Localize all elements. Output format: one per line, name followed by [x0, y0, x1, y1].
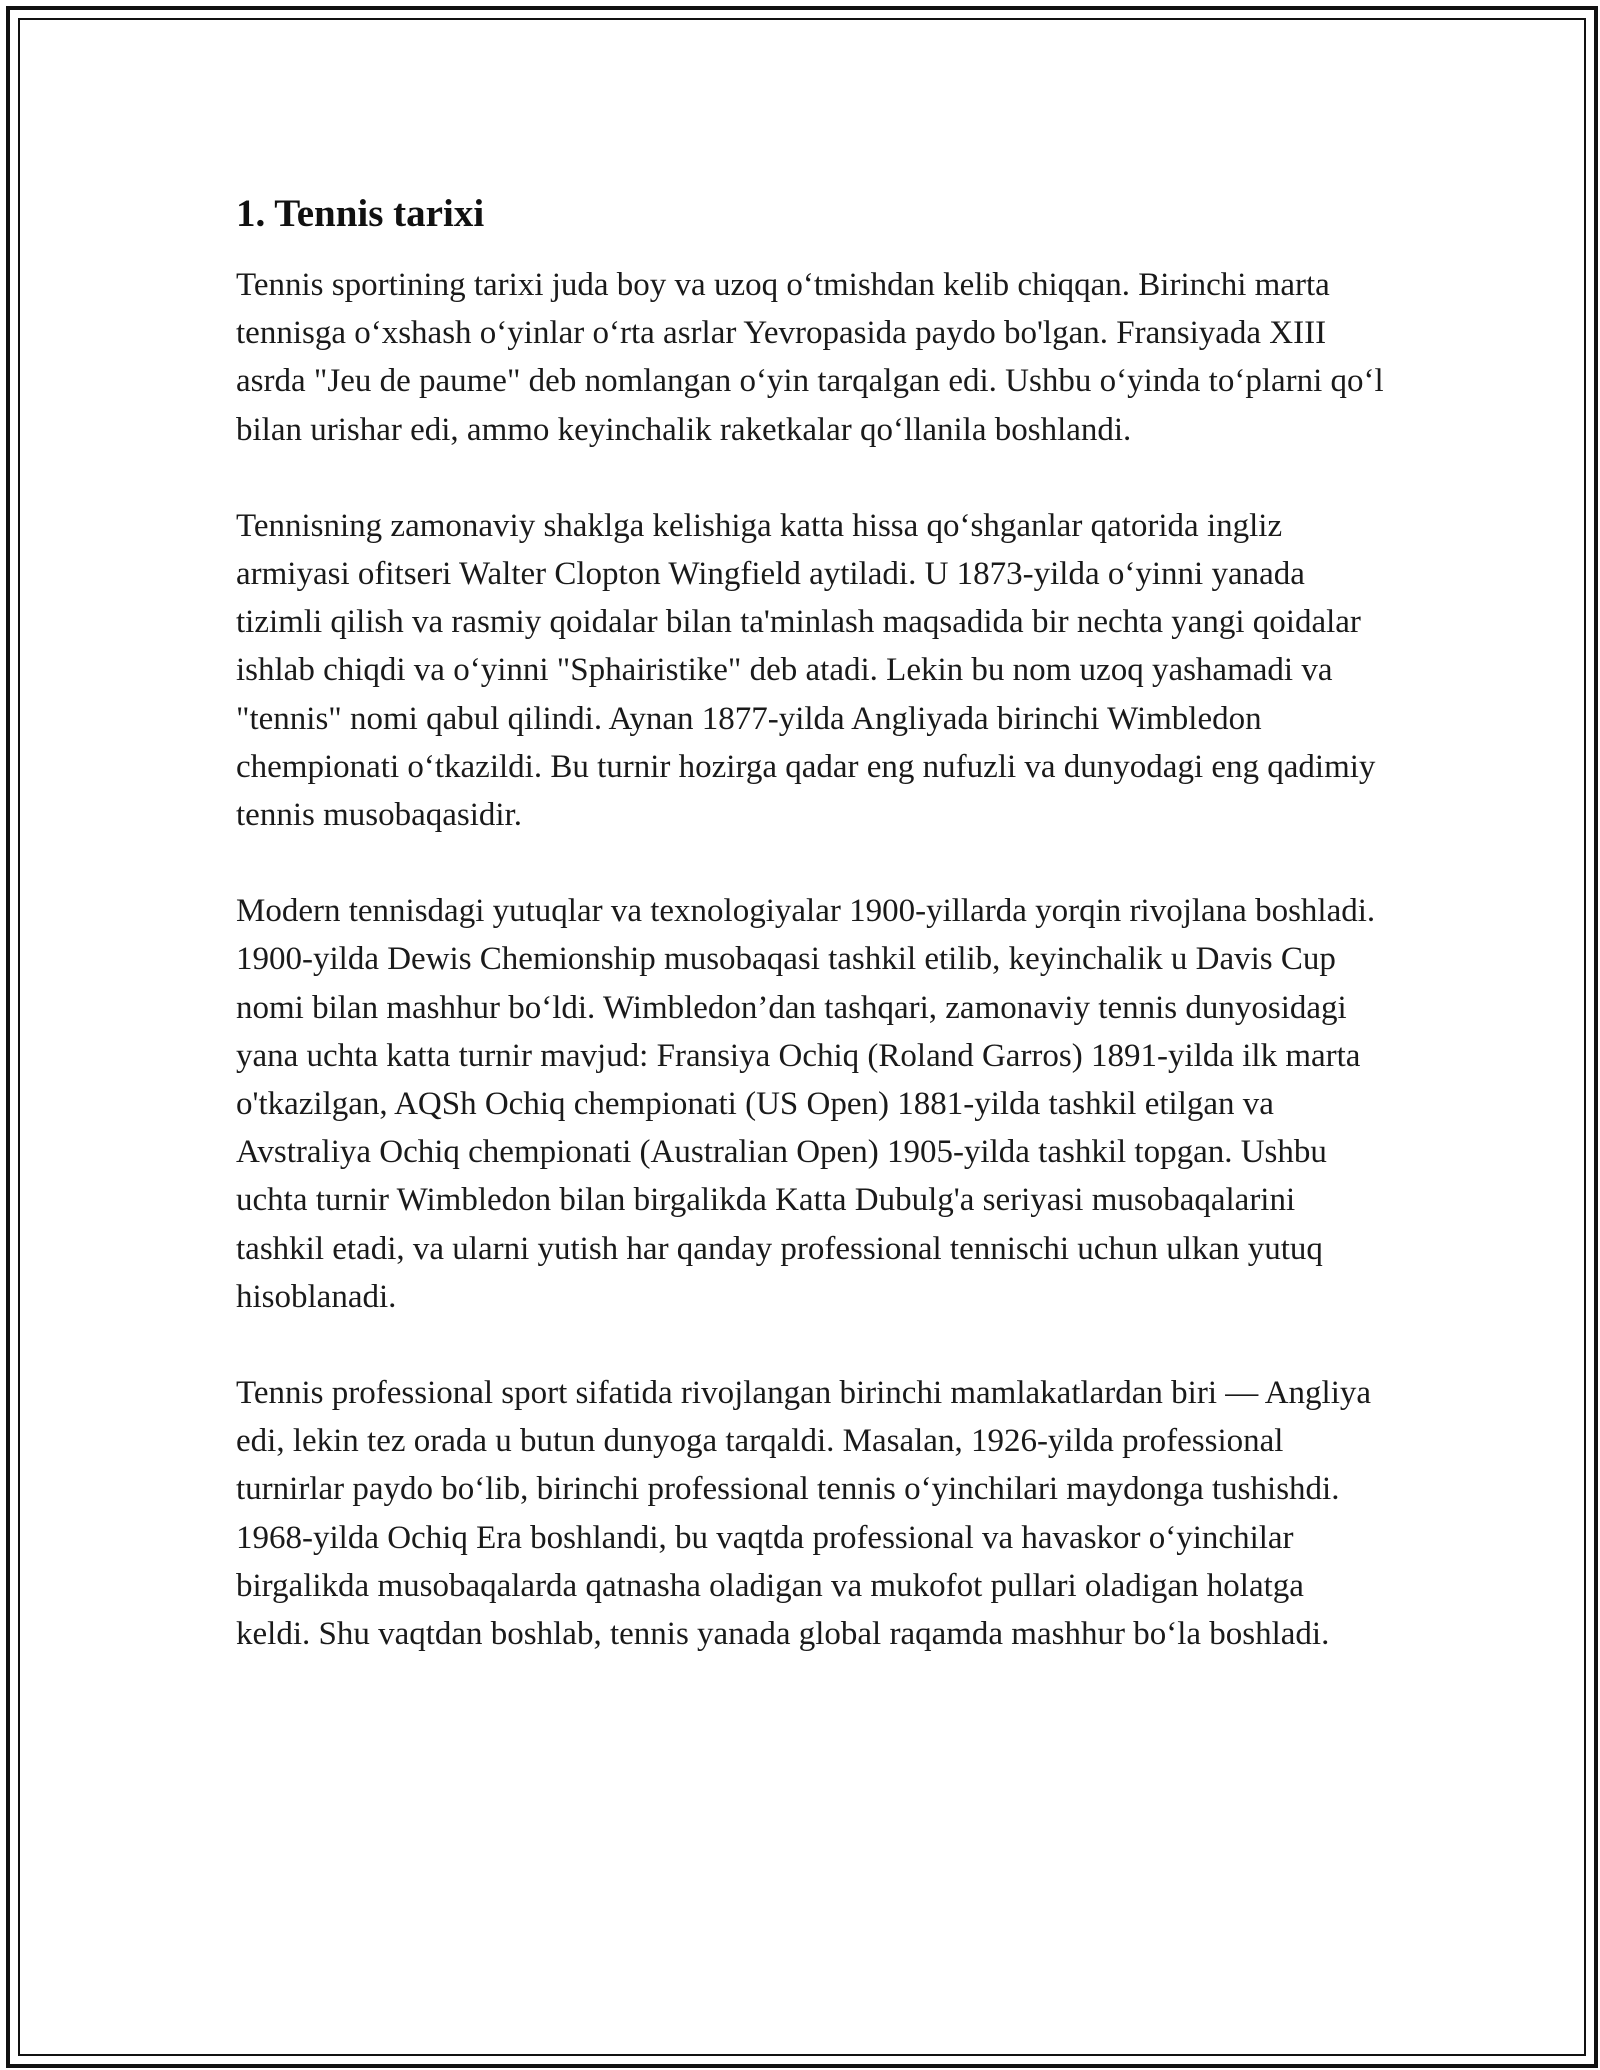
- paragraph-early-history: Tennis sportining tarixi juda boy va uzoq o‘tmishdan kelib chiqqan. Birinchi marta tennisga o‘xshash o‘yinlar o‘rta asrlar Yevropasida paydo bo'lgan. Fransiyada XIII asrda "Jeu de paume" deb nomlangan o‘yin tarqalgan edi. Ushbu o‘yinda to‘plarni qo‘l bilan urishar edi, ammo keyinchalik raketkalar qo‘llanila boshlandi.: [236, 267, 1384, 448]
- paragraph-modern-origins: Tennisning zamonaviy shaklga kelishiga katta hissa qo‘shganlar qatorida ingliz armiyasi ofitseri Walter Clopton Wingfield aytiladi. U 1873-yilda o‘yinni yanada tizimli qilish va rasmiy qoidalar bilan ta'minlash maqsadida bir nechta yangi qoidalar ishlab chiqdi va o‘yinni "Sphairistike" deb atadi. Lekin bu nom uzoq yashamadi va "tennis" nomi qabul qilindi. Aynan 1877-yilda Angliyada birinchi Wimbledon chempionati o‘tkazildi. Bu turnir hozirga qadar eng nufuzli va dunyodagi eng qadimiy tennis musobaqasidir.: [236, 507, 1376, 834]
- paragraph-grand-slam: Modern tennisdagi yutuqlar va texnologiyalar 1900-yillarda yorqin rivojlana boshladi. 1900-yilda Dewis Chemionship musobaqasi tashkil etilib, keyinchalik u Davis Cup nomi bilan mashhur bo‘ldi. Wimbledon’dan tashqari, zamonaviy tennis dunyosidagi yana uchta katta turnir mavjud: Fransiya Ochiq (Roland Garros) 1891-yilda ilk marta o'tkazilgan, AQSh Ochiq chempionati (US Open) 1881-yilda tashkil etilgan va Avstraliya Ochiq chempionati (Australian Open) 1905-yilda tashkil topgan. Ushbu uchta turnir Wimbledon bilan birgalikda Katta Dubulg'a seriyasi musobaqalarini tashkil etadi, va ularni yutish har qanday professional tennischi uchun ulkan yutuq hisoblanadi.: [236, 893, 1376, 1315]
- document-body: [236, 186, 1386, 1658]
- section-heading: 1. Tennis tarixi: [236, 192, 485, 235]
- paragraph-professional-era: Tennis professional sport sifatida rivojlangan birinchi mamlakatlardan biri — Angliya edi, lekin tez orada u butun dunyoga tarqaldi. Masalan, 1926-yilda professional turnirlar paydo bo‘lib, birinchi professional tennis o‘yinchilari maydonga tushishdi. 1968-yilda Ochiq Era boshlandi, bu vaqtda professional va havaskor o‘yinchilar birgalikda musobaqalarda qatnasha oladigan va mukofot pullari oladigan holatga keldi. Shu vaqtdan boshlab, tennis yanada global raqamda mashhur bo‘la boshladi.: [236, 1375, 1372, 1653]
